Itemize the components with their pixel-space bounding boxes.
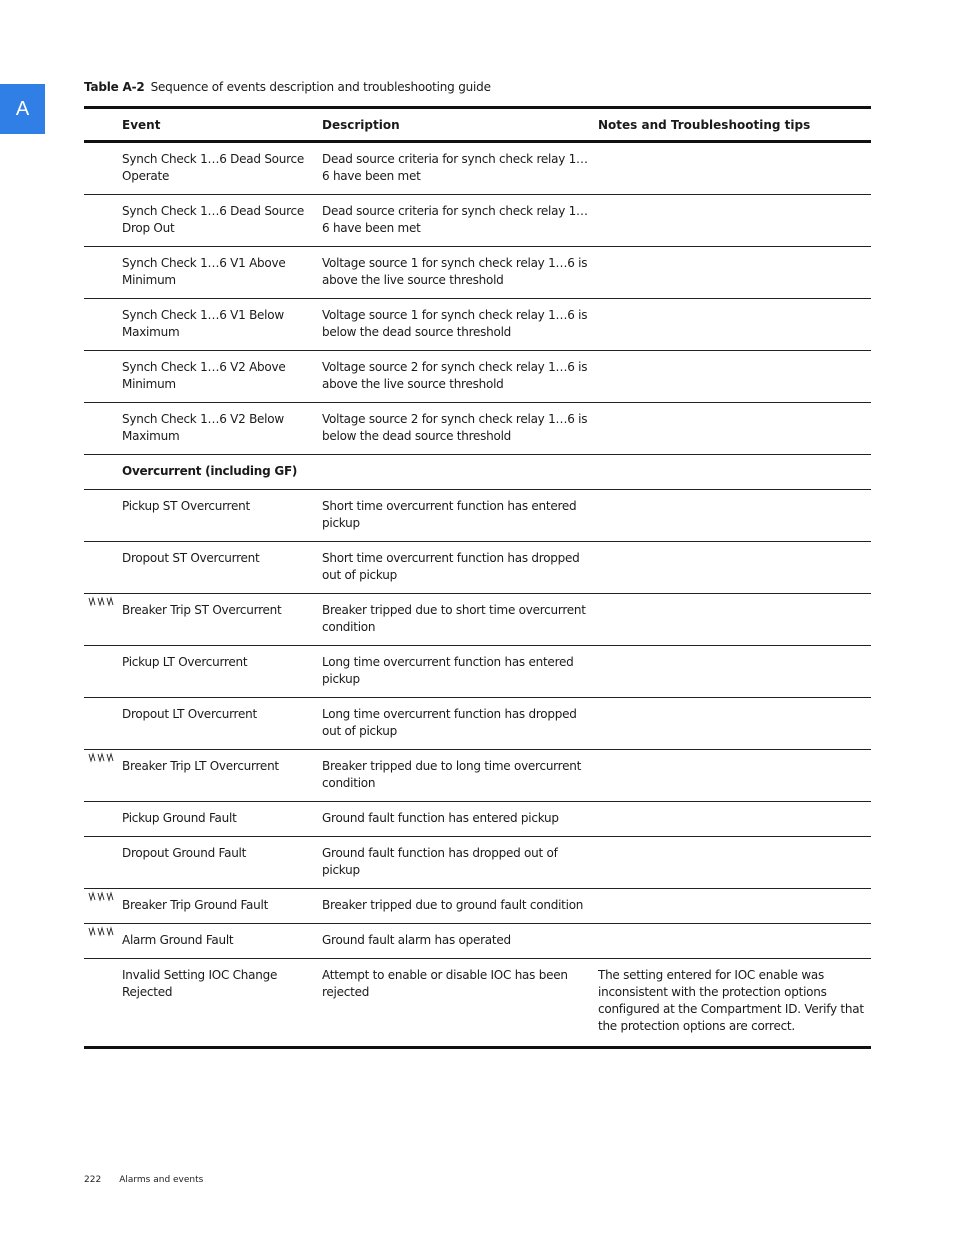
notes-cell: The setting entered for IOC enable was inconsistent with the protection options configured at the Compartment ID. Verify that the protection options are correct. xyxy=(598,968,864,1033)
section-heading: Overcurrent (including GF) xyxy=(122,464,298,478)
notes-cell xyxy=(598,750,871,802)
description-cell: Breaker tripped due to short time overcurrent condition xyxy=(322,603,586,634)
table-row xyxy=(84,299,871,351)
notes-cell xyxy=(598,837,871,889)
section-tab-marker: A xyxy=(0,84,45,134)
table-caption-label: Table A-2 xyxy=(84,80,145,94)
description-cell: Ground fault alarm has operated xyxy=(322,933,511,947)
events-table-container xyxy=(84,106,871,1049)
row-icon-cell xyxy=(84,403,122,455)
table-row xyxy=(84,490,871,542)
row-icon-cell xyxy=(84,750,122,802)
table-caption xyxy=(84,80,491,94)
description-cell: Voltage source 1 for synch check relay 1…6 is above the live source threshold xyxy=(322,256,588,287)
notes-cell xyxy=(598,142,871,195)
event-cell: Dropout Ground Fault xyxy=(122,846,247,860)
notes-cell xyxy=(598,403,871,455)
notes-cell xyxy=(598,351,871,403)
table-row xyxy=(84,750,871,802)
row-icon-cell xyxy=(84,195,122,247)
page-footer xyxy=(84,1175,203,1185)
notes-cell xyxy=(598,924,871,959)
event-cell: Synch Check 1…6 Dead Source Operate xyxy=(122,152,305,183)
table-row xyxy=(84,542,871,594)
row-icon-cell xyxy=(84,542,122,594)
table-row xyxy=(84,889,871,924)
table-row xyxy=(84,594,871,646)
notes-cell xyxy=(598,299,871,351)
description-cell: Short time overcurrent function has entered pickup xyxy=(322,499,577,530)
description-cell: Long time overcurrent function has entered pickup xyxy=(322,655,574,686)
table-row xyxy=(84,698,871,750)
row-icon-cell xyxy=(84,247,122,299)
waveform-icon xyxy=(88,752,122,764)
table-row xyxy=(84,403,871,455)
row-icon-cell xyxy=(84,299,122,351)
notes-cell xyxy=(598,889,871,924)
event-cell: Synch Check 1…6 V2 Above Minimum xyxy=(122,360,286,391)
table-caption-text: Sequence of events description and troubleshooting guide xyxy=(150,80,491,94)
event-cell: Synch Check 1…6 V1 Above Minimum xyxy=(122,256,286,287)
table-row xyxy=(84,802,871,837)
row-icon-cell xyxy=(84,351,122,403)
events-table xyxy=(84,106,871,1049)
header-notes: Notes and Troubleshooting tips xyxy=(598,117,811,132)
description-cell: Voltage source 1 for synch check relay 1…6 is below the dead source threshold xyxy=(322,308,588,339)
notes-cell xyxy=(598,195,871,247)
notes-cell xyxy=(598,490,871,542)
header-icon-column xyxy=(84,108,122,142)
notes-cell xyxy=(598,594,871,646)
event-cell: Pickup ST Overcurrent xyxy=(122,499,250,513)
row-icon-cell xyxy=(84,455,122,490)
row-icon-cell xyxy=(84,959,122,1048)
description-cell: Breaker tripped due to long time overcurrent condition xyxy=(322,759,582,790)
row-icon-cell xyxy=(84,837,122,889)
row-icon-cell xyxy=(84,490,122,542)
notes-cell xyxy=(598,698,871,750)
event-cell: Dropout LT Overcurrent xyxy=(122,707,257,721)
description-cell: Long time overcurrent function has dropped out of pickup xyxy=(322,707,577,738)
event-cell: Alarm Ground Fault xyxy=(122,933,234,947)
description-cell: Short time overcurrent function has dropped out of pickup xyxy=(322,551,580,582)
description-cell: Ground fault function has entered pickup xyxy=(322,811,559,825)
table-row xyxy=(84,195,871,247)
row-icon-cell xyxy=(84,924,122,959)
event-cell: Synch Check 1…6 V1 Below Maximum xyxy=(122,308,284,339)
event-cell: Synch Check 1…6 Dead Source Drop Out xyxy=(122,204,305,235)
page-number: 222 xyxy=(84,1175,102,1185)
table-row xyxy=(84,959,871,1048)
row-icon-cell xyxy=(84,142,122,195)
table-body xyxy=(84,142,871,1048)
event-cell: Breaker Trip Ground Fault xyxy=(122,898,269,912)
waveform-icon xyxy=(88,596,122,608)
event-cell: Dropout ST Overcurrent xyxy=(122,551,260,565)
header-event: Event xyxy=(122,117,161,132)
table-header-row xyxy=(84,108,871,142)
table-row xyxy=(84,247,871,299)
event-cell: Breaker Trip LT Overcurrent xyxy=(122,759,279,773)
notes-cell xyxy=(598,247,871,299)
waveform-icon xyxy=(88,926,122,938)
notes-cell xyxy=(598,542,871,594)
description-cell: Attempt to enable or disable IOC has been rejected xyxy=(322,968,568,999)
description-cell: Voltage source 2 for synch check relay 1…6 is below the dead source threshold xyxy=(322,412,588,443)
row-icon-cell xyxy=(84,594,122,646)
table-row xyxy=(84,142,871,195)
event-cell: Synch Check 1…6 V2 Below Maximum xyxy=(122,412,284,443)
event-cell: Invalid Setting IOC Change Rejected xyxy=(122,968,278,999)
event-cell: Pickup Ground Fault xyxy=(122,811,237,825)
table-row xyxy=(84,646,871,698)
table-row xyxy=(84,351,871,403)
row-icon-cell xyxy=(84,698,122,750)
row-icon-cell xyxy=(84,802,122,837)
row-icon-cell xyxy=(84,646,122,698)
event-cell: Pickup LT Overcurrent xyxy=(122,655,248,669)
notes-cell xyxy=(598,802,871,837)
description-cell: Dead source criteria for synch check relay 1…6 have been met xyxy=(322,204,588,235)
description-cell: Dead source criteria for synch check relay 1…6 have been met xyxy=(322,152,588,183)
description-cell: Ground fault function has dropped out of pickup xyxy=(322,846,558,877)
table-row xyxy=(84,837,871,889)
footer-section-title: Alarms and events xyxy=(119,1175,204,1185)
header-description: Description xyxy=(322,117,400,132)
row-icon-cell xyxy=(84,889,122,924)
table-row xyxy=(84,924,871,959)
event-cell: Breaker Trip ST Overcurrent xyxy=(122,603,282,617)
description-cell: Breaker tripped due to ground fault condition xyxy=(322,898,584,912)
waveform-icon xyxy=(88,891,122,903)
description-cell: Voltage source 2 for synch check relay 1…6 is above the live source threshold xyxy=(322,360,588,391)
notes-cell xyxy=(598,646,871,698)
table-section-row xyxy=(84,455,871,490)
